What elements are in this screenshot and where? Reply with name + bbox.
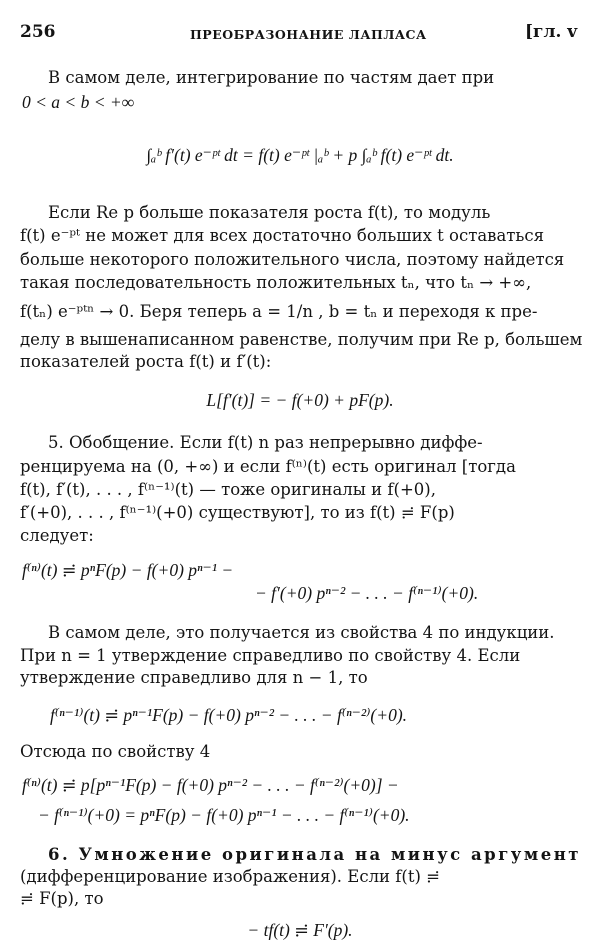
page-number: 256 [20,22,56,42]
inequality-formula: 0 < a < b < +∞ [22,92,135,112]
paragraph-line: утверждение справедливо для n − 1, то [20,668,368,687]
paragraph-line: f(t), f′(t), . . . , f⁽ⁿ⁻¹⁾(t) — тоже оригиналы и f(+0), [20,480,436,499]
nth-derivative-formula-line-1: f⁽ⁿ⁾(t) ≓ pⁿF(p) − f(+0) pⁿ⁻¹ − [22,560,234,580]
paragraph-line: f(t) e⁻ᵖᵗ не может для всех достаточно больших t оставаться [20,226,545,245]
paragraph-line: Если Re p больше показателя роста f(t), то модуль [48,203,491,222]
chapter-marker: [гл. v [525,22,578,42]
paragraph-line: Отсюда по свойству 4 [20,742,211,761]
paragraph-line: показателей роста f(t) и f′(t): [20,352,272,371]
paragraph-line: такая последовательность положительных tₙ, что tₙ → +∞, [20,273,532,292]
multiplication-by-minus-t-formula: − tf(t) ≓ F′(p). [247,920,353,940]
paragraph-line: ≓ F(p), то [20,889,104,908]
paragraph-line: При n = 1 утверждение справедливо по свойству 4. Если [20,646,521,665]
paragraph-line: ренцируема на (0, +∞) и если f⁽ⁿ⁾(t) есть оригинал [тогда [20,457,516,476]
paragraph-line: В самом деле, это получается из свойства 4 по индукции. [48,623,555,642]
paragraph-line: делу в вышенаписанном равенстве, получим при Re p, большем [20,330,583,349]
induction-result-line-2: − f⁽ⁿ⁻¹⁾(+0) = pⁿF(p) − f(+0) pⁿ⁻¹ − . . . − f⁽ⁿ⁻¹⁾(+0). [38,805,410,825]
paragraph-line: f(tₙ) e⁻ᵖᵗⁿ → 0. Беря теперь a = 1/n , b = tₙ и переходя к пре- [20,302,538,321]
laplace-derivative-formula: L[f′(t)] = − f(+0) + pF(p). [206,390,394,410]
section-6-heading: 6. Умножение оригинала на минус аргумент [48,845,582,864]
running-title: ПРЕОБРАЗОНАНИЕ ЛАПЛАСА [190,27,427,42]
paragraph-line: больше некоторого положительного числа, поэтому найдется [20,250,565,269]
integration-by-parts-formula: ∫ₐᵇ f′(t) e⁻ᵖᵗ dt = f(t) e⁻ᵖᵗ |ₐᵇ + p ∫ₐᵇ f(t) e⁻ᵖᵗ dt. [146,145,454,165]
induction-formula: f⁽ⁿ⁻¹⁾(t) ≓ pⁿ⁻¹F(p) − f(+0) pⁿ⁻² − . . . − f⁽ⁿ⁻²⁾(+0). [50,705,408,725]
nth-derivative-formula-line-2: − f′(+0) pⁿ⁻² − . . . − f⁽ⁿ⁻¹⁾(+0). [255,583,479,603]
paragraph-line: f′(+0), . . . , f⁽ⁿ⁻¹⁾(+0) существуют], то из f(t) ≓ F(p) [20,503,455,522]
induction-result-line-1: f⁽ⁿ⁾(t) ≓ p[pⁿ⁻¹F(p) − f(+0) pⁿ⁻² − . . . − f⁽ⁿ⁻²⁾(+0)] − [22,775,399,795]
section-5-heading-line: 5. Обобщение. Если f(t) n раз непрерывно диффе- [48,433,483,452]
paragraph-line: следует: [20,526,94,545]
paragraph-line: В самом деле, интегрирование по частям дает при [48,68,495,87]
section-6-heading-line-2: (дифференцирование изображения). Если f(t) ≓ [20,867,440,886]
